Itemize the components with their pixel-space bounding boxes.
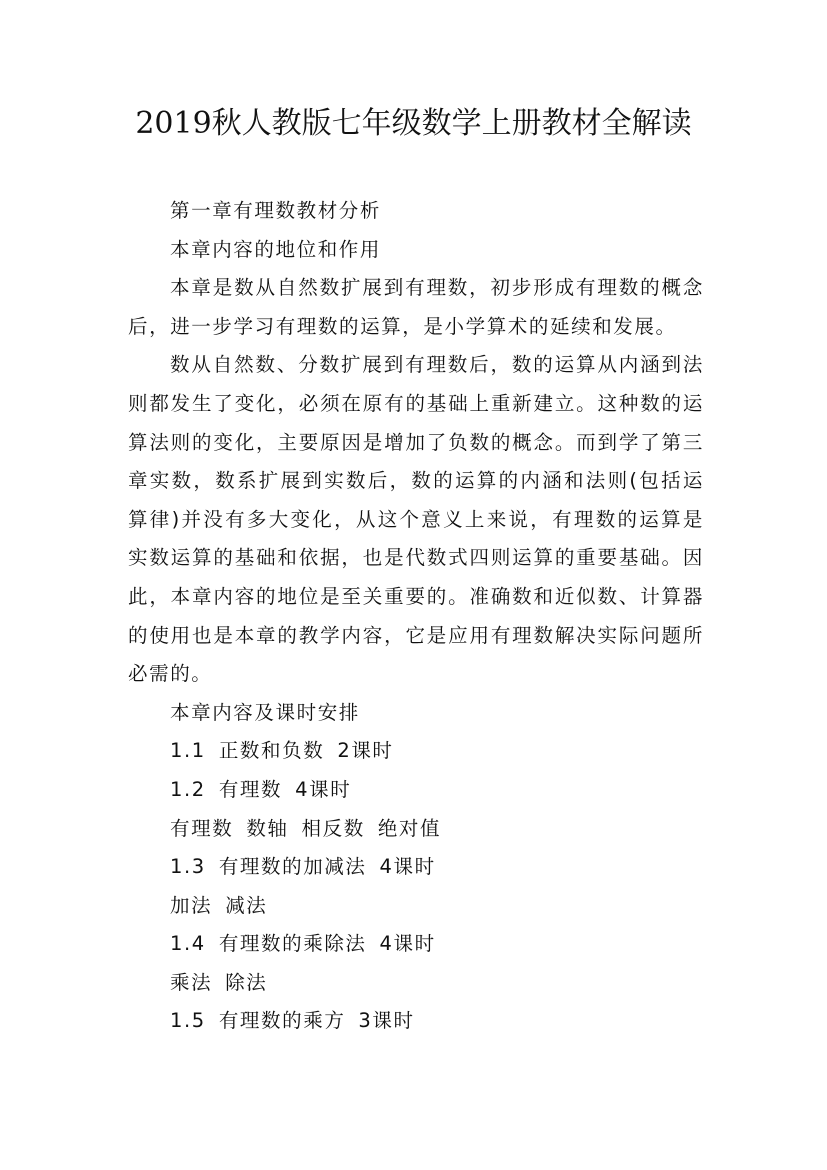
schedule-number: 1.4 — [170, 932, 206, 956]
subtopic: 加法 — [170, 893, 213, 917]
schedule-number: 1.1 — [170, 739, 206, 763]
schedule-item — [128, 771, 704, 810]
schedule-hours: 2课时 — [337, 739, 394, 763]
schedule-hours: 3课时 — [358, 1009, 415, 1033]
schedule-topic: 有理数的加减法 — [218, 855, 367, 879]
subtopic: 绝对值 — [377, 816, 442, 840]
section-heading-schedule — [128, 694, 704, 733]
schedule-item — [128, 925, 704, 964]
schedule-hours: 4课时 — [295, 777, 352, 801]
schedule-topic: 正数和负数 — [218, 739, 325, 763]
document-body — [128, 192, 704, 1041]
section-heading-role — [128, 231, 704, 270]
schedule-topic: 有理数的乘方 — [218, 1009, 346, 1033]
schedule-item — [128, 848, 704, 887]
chapter-heading-text: 第一章有理数教材分析 — [170, 199, 382, 222]
schedule-hours: 4课时 — [379, 932, 436, 956]
document-title: 2019秋人教版七年级数学上册教材全解读 — [135, 106, 692, 141]
schedule-subtopics — [128, 810, 704, 849]
schedule-subtopics — [128, 964, 704, 1003]
schedule-topic: 有理数的乘除法 — [218, 932, 367, 956]
subtopic: 除法 — [225, 970, 268, 994]
schedule-topic: 有理数 — [218, 777, 283, 801]
schedule-number: 1.3 — [170, 855, 206, 879]
schedule-item — [128, 732, 704, 771]
paragraph: 本章是数从自然数扩展到有理数，初步形成有理数的概念后，进一步学习有理数的运算，是小学算术的延续和发展。 — [128, 276, 704, 338]
section-heading-schedule-text: 本章内容及课时安排 — [170, 700, 360, 724]
schedule-number: 1.5 — [170, 1009, 206, 1033]
subtopic: 数轴 — [246, 816, 289, 840]
chapter-heading — [128, 192, 704, 231]
schedule-subtopics — [128, 887, 704, 926]
subtopic: 减法 — [225, 893, 268, 917]
subtopic: 乘法 — [170, 970, 213, 994]
subtopic: 有理数 — [170, 816, 234, 840]
section-heading-role-text: 本章内容的地位和作用 — [170, 237, 382, 261]
schedule-number: 1.2 — [170, 777, 206, 801]
paragraph: 数从自然数、分数扩展到有理数后，数的运算从内涵到法则都发生了变化，必须在原有的基础上重新建立。这种数的运算法则的变化，主要原因是增加了负数的概念。而到学了第三章实数，数系扩展到实数后，数的运算的内涵和法则(包括运算律)并没有多大变化，从这个意义上来说，有理数的运算是实数运算的基础和依据，也是代数式四则运算的重要基础。因此，本章内容的地位是至关重要的。准确数和近似数、计算器的使用也是本章的教学内容，它是应用有理数解决实际问题所必需的。 — [128, 353, 704, 686]
schedule-hours: 4课时 — [379, 855, 436, 879]
subtopic: 相反数 — [301, 816, 365, 840]
schedule-item — [128, 1002, 704, 1041]
